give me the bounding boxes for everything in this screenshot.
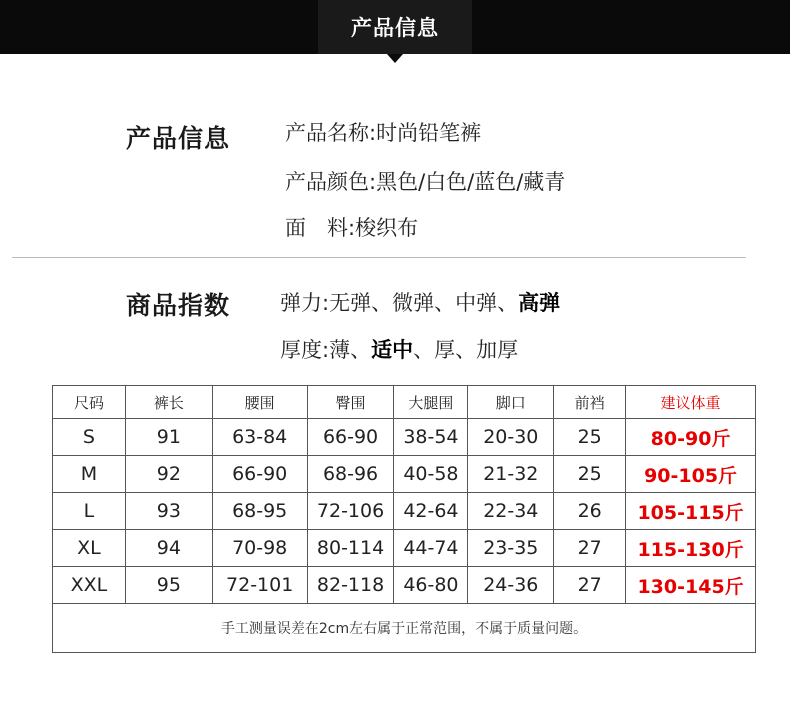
product-fabric-line xyxy=(285,212,418,242)
cell-hip: 66-90 xyxy=(307,419,394,456)
header-size: 尺码 xyxy=(53,386,126,419)
cell-hem: 23-35 xyxy=(468,530,554,567)
table-row xyxy=(53,493,756,530)
header-waist: 腰围 xyxy=(212,386,307,419)
cell-waist: 63-84 xyxy=(212,419,307,456)
thickness-options-b: 、厚、加厚 xyxy=(413,338,519,362)
table-row xyxy=(53,567,756,604)
cell-waist: 72-101 xyxy=(212,567,307,604)
header-thigh: 大腿围 xyxy=(394,386,468,419)
cell-size: M xyxy=(53,456,126,493)
cell-waist: 66-90 xyxy=(212,456,307,493)
cell-weight: 130-145斤 xyxy=(626,567,756,604)
table-row xyxy=(53,530,756,567)
cell-size: XXL xyxy=(53,567,126,604)
cell-length: 91 xyxy=(125,419,212,456)
cell-rise: 25 xyxy=(554,456,626,493)
thickness-selected: 适中 xyxy=(371,338,414,362)
product-color-line: 产品颜色:黑色/白色/蓝色/藏青 xyxy=(285,170,566,194)
fabric-label: 面 料: xyxy=(285,216,356,240)
cell-weight: 115-130斤 xyxy=(626,530,756,567)
thickness-options-a: 厚度:薄、 xyxy=(280,338,372,362)
cell-length: 93 xyxy=(125,493,212,530)
cell-rise: 26 xyxy=(554,493,626,530)
cell-rise: 25 xyxy=(554,419,626,456)
thickness-line xyxy=(280,334,518,364)
cell-thigh: 40-58 xyxy=(394,456,468,493)
cell-size: S xyxy=(53,419,126,456)
banner-title: 产品信息 xyxy=(351,16,439,40)
cell-size: XL xyxy=(53,530,126,567)
cell-thigh: 44-74 xyxy=(394,530,468,567)
index-heading: 商品指数 xyxy=(126,291,231,320)
table-row xyxy=(53,419,756,456)
cell-hip: 80-114 xyxy=(307,530,394,567)
header-weight: 建议体重 xyxy=(626,386,756,419)
header-hem: 脚口 xyxy=(468,386,554,419)
cell-hip: 68-96 xyxy=(307,456,394,493)
cell-hip: 82-118 xyxy=(307,567,394,604)
header-hip: 臀围 xyxy=(307,386,394,419)
cell-hem: 24-36 xyxy=(468,567,554,604)
cell-weight: 90-105斤 xyxy=(626,456,756,493)
elasticity-line xyxy=(280,287,560,317)
cell-size: L xyxy=(53,493,126,530)
size-table xyxy=(52,385,756,653)
title-notch xyxy=(387,54,403,63)
cell-weight: 105-115斤 xyxy=(626,493,756,530)
table-row xyxy=(53,456,756,493)
table-note-row xyxy=(53,604,756,653)
cell-hem: 22-34 xyxy=(468,493,554,530)
cell-length: 95 xyxy=(125,567,212,604)
table-header-row xyxy=(53,386,756,419)
cell-length: 94 xyxy=(125,530,212,567)
section-divider xyxy=(12,257,746,258)
cell-rise: 27 xyxy=(554,567,626,604)
cell-weight: 80-90斤 xyxy=(626,419,756,456)
measurement-note: 手工测量误差在2cm左右属于正常范围，不属于质量问题。 xyxy=(53,604,756,653)
header-length: 裤长 xyxy=(125,386,212,419)
cell-thigh: 38-54 xyxy=(394,419,468,456)
product-name-line: 产品名称:时尚铅笔裤 xyxy=(285,121,482,145)
cell-hem: 20-30 xyxy=(468,419,554,456)
cell-waist: 68-95 xyxy=(212,493,307,530)
cell-length: 92 xyxy=(125,456,212,493)
header-rise: 前裆 xyxy=(554,386,626,419)
cell-waist: 70-98 xyxy=(212,530,307,567)
elasticity-options: 弹力:无弹、微弹、中弹、 xyxy=(280,291,519,315)
elasticity-selected: 高弹 xyxy=(518,291,561,315)
cell-hem: 21-32 xyxy=(468,456,554,493)
cell-hip: 72-106 xyxy=(307,493,394,530)
cell-thigh: 46-80 xyxy=(394,567,468,604)
fabric-value: 梭织布 xyxy=(355,216,419,240)
cell-rise: 27 xyxy=(554,530,626,567)
product-info-heading: 产品信息 xyxy=(126,124,231,153)
cell-thigh: 42-64 xyxy=(394,493,468,530)
